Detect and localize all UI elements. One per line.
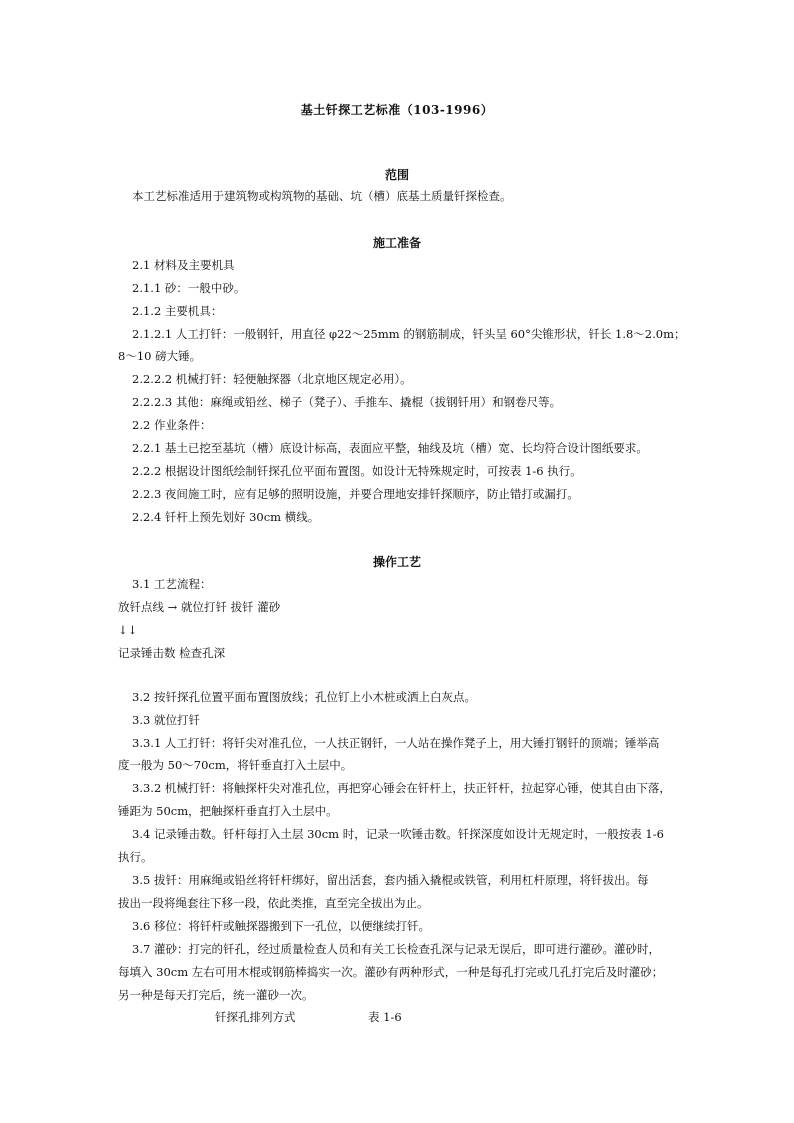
paragraph-line: 2.1.2 主要机具： [132, 304, 223, 318]
paragraph-line: 锤距为 50cm，把触探杆垂直打入土层中。 [118, 804, 338, 818]
process-flow-line: 记录锤击数 检查孔深 [118, 646, 226, 660]
table-number: 表 1-6 [368, 1010, 402, 1024]
paragraph-line: 2.2.3 夜间施工时，应有足够的照明设施，并要合理地安排钎探顺序，防止错打或漏打。 [132, 487, 579, 501]
paragraph-line: 2.2.1 基土已挖至基坑（槽）底设计标高，表面应平整，轴线及坑（槽）宽、长均符合设计图纸要求。 [132, 441, 648, 455]
process-flow-title: 3.1 工艺流程： [132, 577, 212, 591]
paragraph-line: 拔出一段将绳套往下移一段，依此类推，直至完全拔出为止。 [118, 896, 429, 910]
paragraph-line: 度一般为 50～70cm，将钎垂直打入土层中。 [118, 758, 353, 772]
process-flow-line: 放钎点线 → 就位打钎 拔钎 灌砂 [118, 600, 281, 614]
paragraph-line: 2.2 作业条件： [132, 418, 212, 432]
paragraph-line: 2.1.1 砂：一般中砂。 [132, 281, 246, 295]
section-heading-preparation: 施工准备 [372, 236, 421, 250]
paragraph-line: 3.5 拔钎：用麻绳或铅丝将钎杆绑好，留出活套，套内插入撬棍或铁管，利用杠杆原理，将钎拔出。每 [132, 873, 649, 887]
paragraph-line: 3.3.2 机械打钎：将触探杆尖对准孔位，再把穿心锤会在钎杆上，扶正钎杆，拉起穿心锤，使其自由下落， [132, 781, 671, 795]
table-caption: 钎探孔排列方式 [215, 1010, 296, 1024]
paragraph-line: 2.2.2.3 其他：麻绳或铅丝、梯子（凳子）、手推车、撬棍（拔钢钎用）和钢卷尺等。 [132, 395, 562, 409]
paragraph-line: 2.2.4 钎杆上预先划好 30cm 横线。 [132, 510, 320, 524]
paragraph-line: 3.2 按钎探孔位置平面布置图放线；孔位钉上小木桩或洒上白灰点。 [132, 690, 476, 704]
paragraph-line: 3.3 就位打钎 [132, 713, 200, 727]
paragraph-line: 3.3.1 人工打钎：将钎尖对准孔位，一人扶正钢钎，一人站在操作凳子上，用大锤打钢钎的顶端；锤举高 [132, 736, 660, 750]
paragraph-line: 3.4 记录锤击数。钎杆每打入土层 30cm 时，记录一吹锤击数。钎探深度如设计无规定时，一般按表 1-6 [132, 827, 664, 841]
paragraph-line: 3.6 移位：将钎杆或触探器搬到下一孔位，以便继续打钎。 [132, 919, 430, 933]
paragraph-line: 2.1 材料及主要机具 [132, 258, 235, 272]
paragraph-line: 另一种是每天打完后，统一灌砂一次。 [118, 988, 314, 1002]
process-flow-arrows: ↓↓ [118, 623, 138, 637]
paragraph-line: 2.2.2.2 机械打钎：轻便触探器（北京地区规定必用）。 [132, 372, 412, 386]
paragraph-line: 执行。 [118, 850, 153, 864]
paragraph-line: 8～10 磅大锤。 [118, 349, 202, 363]
section-heading-operation: 操作工艺 [372, 555, 421, 569]
paragraph-line: 2.2.2 根据设计图纸绘制钎探孔位平面布置图。如设计无特殊规定时，可按表 1-6 执行。 [132, 464, 582, 478]
section-heading-scope: 范围 [384, 168, 409, 182]
document-title: 基土钎探工艺标准（103-1996） [300, 103, 494, 117]
paragraph-line: 3.7 灌砂：打完的钎孔，经过质量检查人员和有关工长检查孔深与记录无误后，即可进行灌砂。灌砂时， [132, 942, 660, 956]
scope-text: 本工艺标准适用于建筑物或构筑物的基础、坑（槽）底基土质量钎探检查。 [132, 189, 512, 203]
paragraph-line: 每填入 30cm 左右可用木棍或钢筋棒捣实一次。灌砂有两种形式，一种是每孔打完或几孔打完后及时灌砂； [118, 965, 664, 979]
paragraph-line: 2.1.2.1 人工打钎：一般钢钎，用直径 φ22～25mm 的钢筋制成，钎头呈 60°尖锥形状，钎长 1.8～2.0m； [132, 327, 686, 341]
